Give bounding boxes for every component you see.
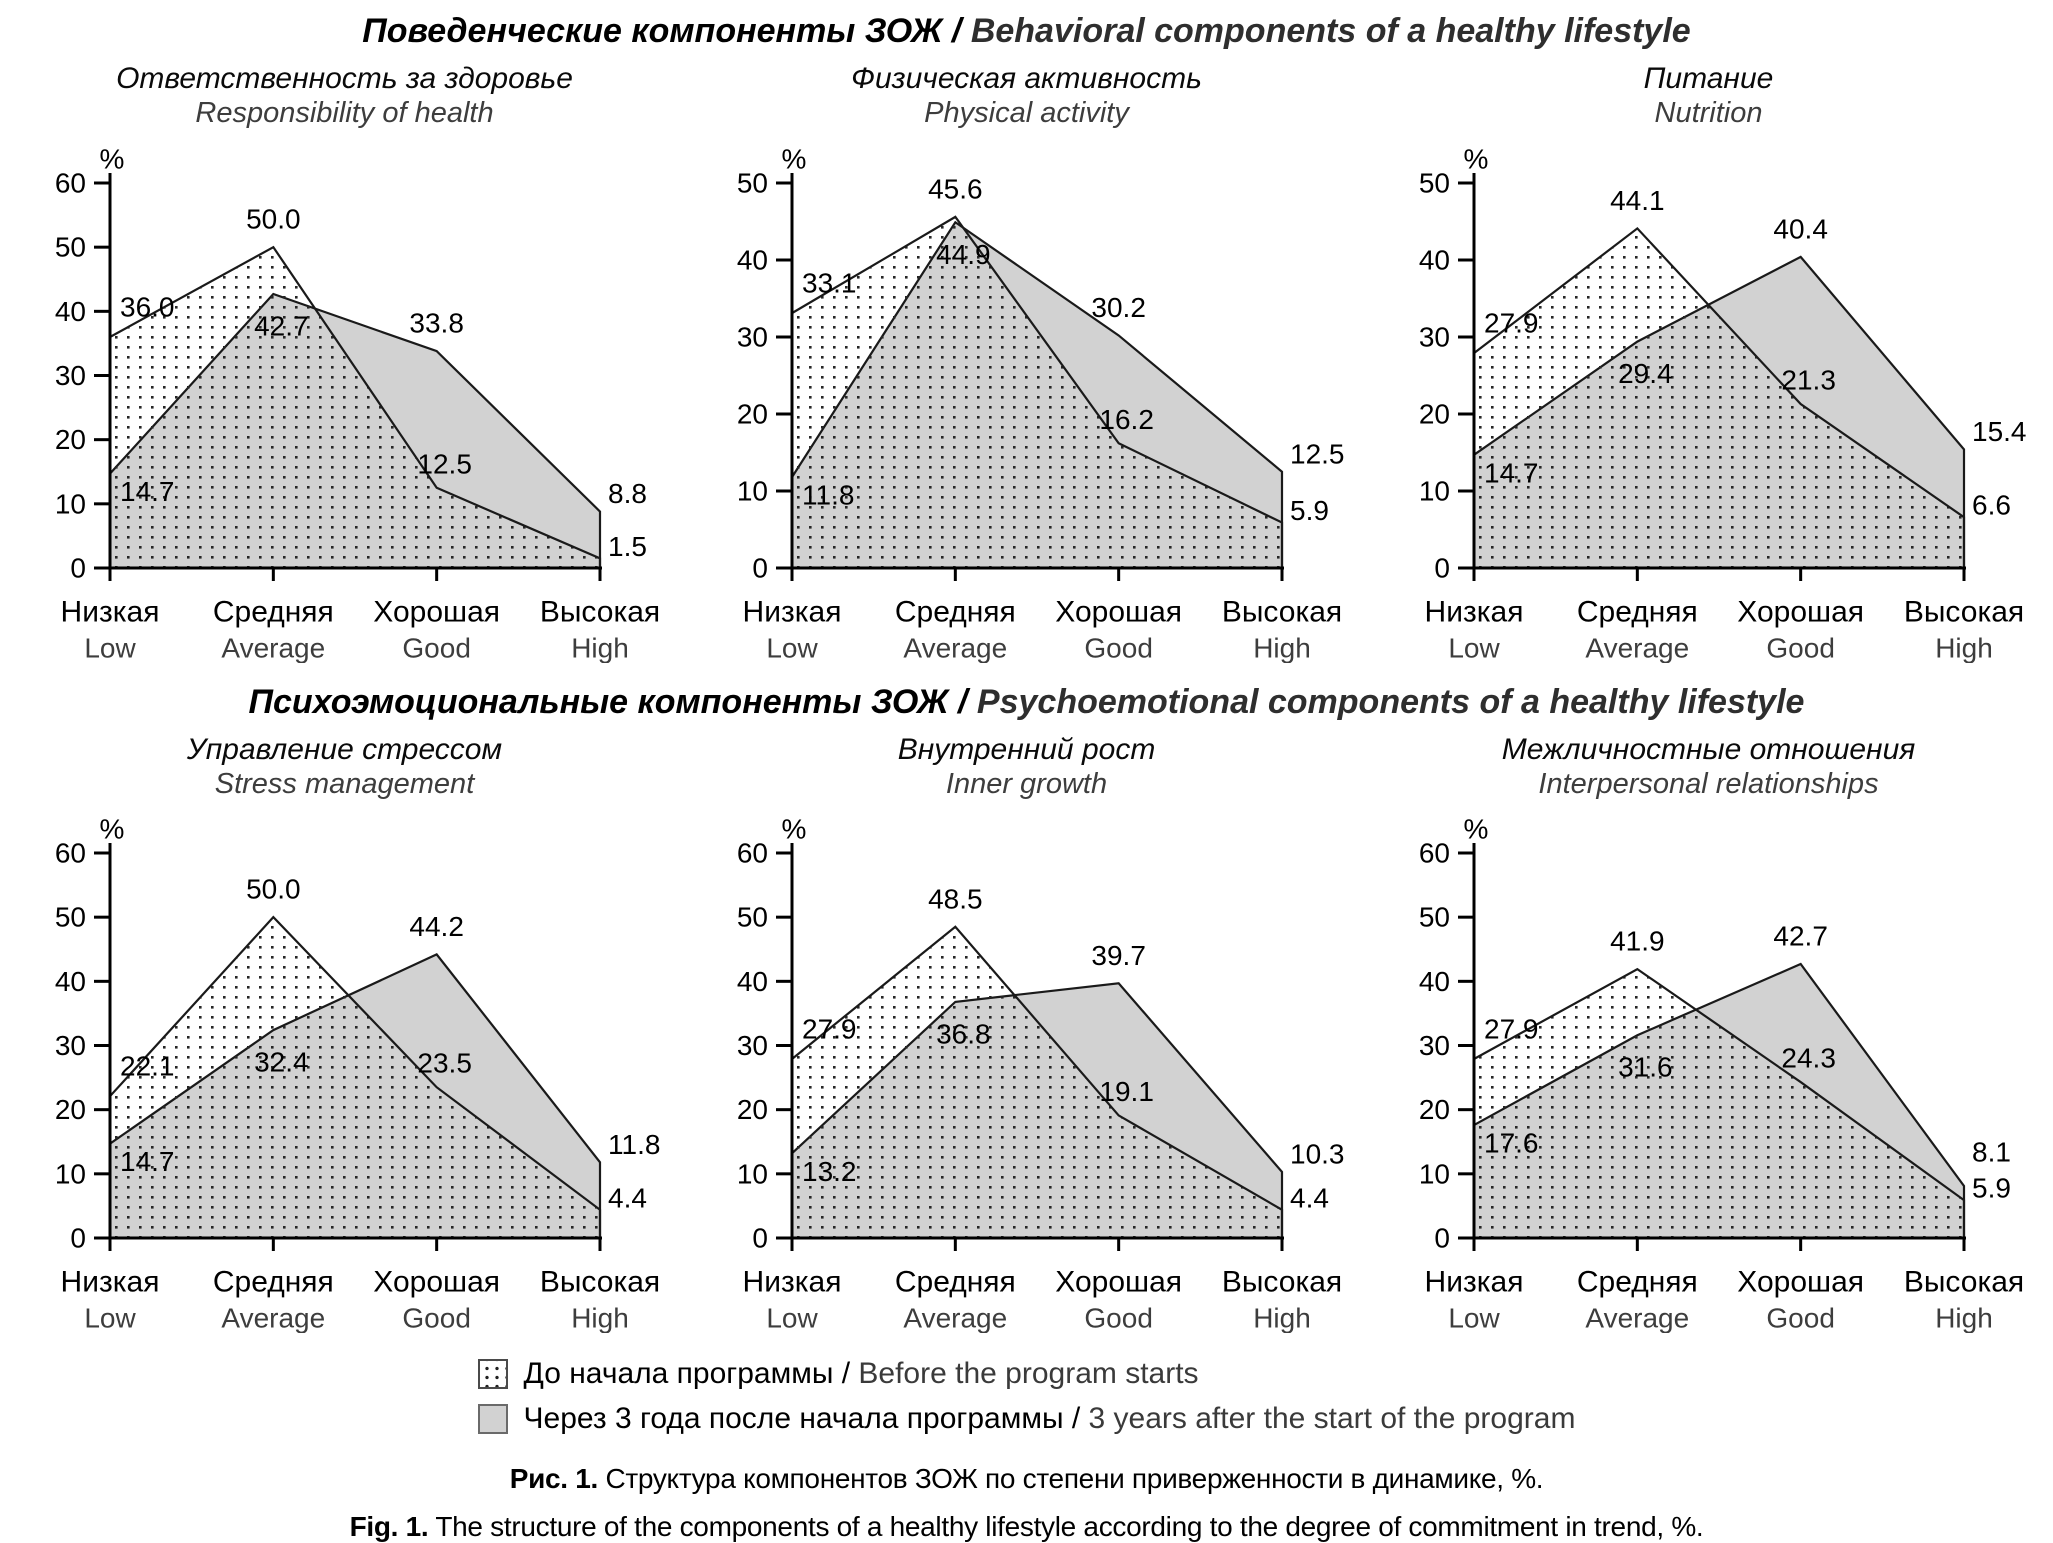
caption-en-text: The structure of the components of a healthy lifestyle according to the degree of commitment in trend, %.: [435, 1511, 1704, 1543]
y-tick-label: 50: [736, 167, 768, 199]
value-label: 4.4: [607, 1182, 647, 1214]
y-tick-label: 40: [1418, 244, 1450, 276]
value-label: 32.4: [253, 1047, 309, 1079]
y-tick-label: 60: [1418, 837, 1450, 869]
title-separator: /: [942, 12, 971, 50]
value-label: 23.5: [416, 1048, 472, 1080]
category-label-en: Low: [765, 632, 818, 663]
y-tick-label: 20: [54, 1094, 86, 1126]
category-label-ru: Высокая: [539, 595, 660, 629]
y-axis-unit-label: %: [1463, 143, 1488, 175]
category-label-en: Average: [220, 632, 325, 663]
y-tick-label: 50: [1418, 167, 1450, 199]
legend-swatch-gray: [478, 1404, 508, 1434]
legend-separator: /: [1063, 1402, 1089, 1436]
y-tick-label: 20: [1418, 1094, 1450, 1126]
category-label-en: Low: [765, 1302, 818, 1334]
category-label-ru: Низкая: [60, 1265, 159, 1299]
section-behavioral: [0, 12, 2053, 663]
legend-separator: /: [833, 1357, 859, 1391]
value-label: 19.1: [1098, 1076, 1154, 1108]
legend-item-before: [478, 1357, 1576, 1390]
value-label: 41.9: [1609, 926, 1665, 958]
category-label-ru: Высокая: [1221, 1265, 1342, 1299]
section-title-psychoemotional: [0, 683, 2053, 722]
y-tick-label: 0: [751, 552, 768, 584]
chart-title-ru: Внутренний рост: [897, 732, 1156, 766]
y-axis-unit-label: %: [781, 813, 806, 845]
y-tick-label: 40: [54, 966, 86, 998]
y-tick-label: 0: [69, 552, 86, 584]
chart-title-ru: Управление стрессом: [186, 732, 503, 766]
value-label: 16.2: [1098, 403, 1154, 435]
legend-label-en: 3 years after the start of the program: [1088, 1402, 1576, 1436]
category-label-en: High: [1934, 632, 1993, 663]
caption-ru-text: Структура компонентов ЗОЖ по степени приверженности в динамике, %.: [605, 1463, 1544, 1495]
value-label: 12.5: [416, 447, 472, 479]
y-tick-label: 30: [1418, 1030, 1450, 1062]
category-label-ru: Низкая: [1424, 595, 1523, 629]
value-label: 10.3: [1289, 1138, 1344, 1170]
y-tick-label: 0: [751, 1222, 768, 1254]
category-label-en: Average: [1584, 1302, 1689, 1334]
y-axis-unit-label: %: [99, 813, 124, 845]
section-title-en: Behavioral components of a healthy lifestyle: [970, 12, 1691, 50]
value-label: 44.2: [408, 911, 464, 943]
area-chart-svg: [15, 803, 675, 1333]
y-tick-label: 0: [69, 1222, 86, 1254]
value-label: 5.9: [1971, 1173, 2011, 1205]
title-separator: /: [948, 682, 977, 721]
legend: [478, 1357, 1576, 1435]
y-tick-label: 30: [54, 1030, 86, 1062]
area-chart-svg: [1379, 803, 2039, 1333]
value-label: 42.7: [1772, 920, 1828, 952]
y-tick-label: 50: [54, 231, 86, 263]
category-label-ru: Хорошая: [1736, 1265, 1864, 1299]
legend-label: [524, 1402, 1576, 1435]
value-label: 13.2: [801, 1156, 856, 1188]
value-label: 45.6: [927, 173, 983, 205]
chart-cell: [697, 61, 1357, 663]
value-label: 30.2: [1090, 291, 1146, 323]
value-label: 15.4: [1971, 415, 2026, 447]
category-label-ru: Хорошая: [1054, 595, 1182, 629]
value-label: 5.9: [1289, 494, 1329, 526]
y-tick-label: 10: [1418, 475, 1450, 507]
category-label-ru: Низкая: [60, 595, 159, 629]
value-label: 6.6: [1971, 489, 2011, 521]
category-label-en: Low: [83, 1302, 136, 1334]
category-label-en: Average: [220, 1302, 325, 1334]
value-label: 33.8: [408, 307, 464, 339]
y-tick-label: 40: [736, 966, 768, 998]
chart-title: [1379, 61, 2039, 131]
category-label-en: Good: [401, 632, 471, 663]
category-label-ru: Хорошая: [372, 1265, 500, 1299]
legend-label-ru: Через 3 года после начала программы: [523, 1402, 1064, 1436]
y-tick-label: 40: [1418, 966, 1450, 998]
section-title-ru: Психоэмоциональные компоненты ЗОЖ: [248, 682, 949, 721]
value-label: 31.6: [1617, 1052, 1673, 1084]
legend-item-after: [478, 1402, 1576, 1435]
category-label-ru: Хорошая: [1054, 1265, 1182, 1299]
category-label-ru: Средняя: [212, 1265, 334, 1299]
y-tick-label: 20: [1418, 398, 1450, 430]
chart-title-ru: Ответственность за здоровье: [116, 62, 573, 96]
y-tick-label: 30: [736, 321, 768, 353]
y-tick-label: 0: [1433, 1222, 1450, 1254]
y-tick-label: 50: [1418, 902, 1450, 934]
section-psychoemotional: [0, 683, 2053, 1334]
legend-label-en: Before the program starts: [858, 1357, 1199, 1391]
chart-title-en: Physical activity: [924, 97, 1129, 130]
caption-en: [0, 1511, 2053, 1543]
y-tick-label: 10: [54, 1158, 86, 1190]
y-tick-label: 50: [54, 902, 86, 934]
area-chart-svg: [15, 133, 675, 663]
category-label-en: Low: [1447, 1302, 1500, 1334]
category-label-ru: Низкая: [742, 1265, 841, 1299]
category-label-en: Average: [902, 1302, 1007, 1334]
value-label: 42.7: [253, 310, 309, 342]
category-label-ru: Высокая: [539, 1265, 660, 1299]
chart-cell: [697, 732, 1357, 1334]
category-label-ru: Высокая: [1903, 1265, 2024, 1299]
value-label: 4.4: [1289, 1182, 1329, 1214]
legend-label: [524, 1357, 1199, 1390]
value-label: 48.5: [927, 883, 983, 915]
chart-cell: [15, 732, 675, 1334]
y-tick-label: 10: [736, 1158, 768, 1190]
y-tick-label: 30: [736, 1030, 768, 1062]
value-label: 44.9: [935, 238, 991, 270]
y-tick-label: 10: [1418, 1158, 1450, 1190]
value-label: 36.8: [935, 1018, 991, 1050]
chart-title-en: Stress management: [214, 768, 475, 801]
category-label-en: Average: [1584, 632, 1689, 663]
category-label-ru: Низкая: [1424, 1265, 1523, 1299]
y-tick-label: 20: [736, 398, 768, 430]
chart-cell: [1379, 61, 2039, 663]
value-label: 21.3: [1780, 364, 1836, 396]
category-label-en: High: [1252, 1302, 1311, 1334]
y-axis-unit-label: %: [99, 143, 124, 175]
chart-cell: [15, 61, 675, 663]
y-tick-label: 20: [736, 1094, 768, 1126]
chart-title: [1379, 732, 2039, 802]
legend-swatch-dotted: [478, 1359, 508, 1389]
area-before: [792, 217, 1282, 568]
y-tick-label: 60: [54, 837, 86, 869]
category-label-ru: Низкая: [742, 595, 841, 629]
chart-title-en: Interpersonal relationships: [1538, 768, 1879, 801]
chart-title: [15, 61, 675, 131]
value-label: 27.9: [1483, 1013, 1538, 1045]
category-label-ru: Высокая: [1221, 595, 1342, 629]
y-tick-label: 30: [54, 359, 86, 391]
caption-ru-label: Рис. 1.: [509, 1463, 598, 1495]
caption-en-label: Fig. 1.: [349, 1511, 429, 1543]
chart-title-ru: Физическая активность: [851, 62, 1202, 96]
area-chart-svg: [697, 803, 1357, 1333]
category-label-en: Good: [401, 1302, 471, 1334]
value-label: 27.9: [801, 1013, 856, 1045]
chart-title-ru: Питание: [1643, 62, 1774, 96]
value-label: 29.4: [1617, 357, 1673, 389]
section-title-behavioral: [0, 12, 2053, 51]
category-label-ru: Хорошая: [372, 595, 500, 629]
value-label: 39.7: [1090, 940, 1146, 972]
value-label: 8.1: [1971, 1137, 2011, 1169]
category-label-ru: Высокая: [1903, 595, 2024, 629]
category-label-ru: Средняя: [894, 595, 1016, 629]
y-tick-label: 10: [54, 488, 86, 520]
y-tick-label: 30: [1418, 321, 1450, 353]
value-label: 17.6: [1483, 1127, 1538, 1159]
chart-title-ru: Межличностные отношения: [1501, 732, 1916, 766]
y-tick-label: 10: [736, 475, 768, 507]
value-label: 50.0: [245, 203, 301, 235]
category-label-en: Low: [83, 632, 136, 663]
value-label: 12.5: [1289, 437, 1344, 469]
legend-label-ru: До начала программы: [523, 1357, 834, 1391]
y-tick-label: 40: [736, 244, 768, 276]
value-label: 8.8: [607, 477, 647, 509]
chart-title-en: Nutrition: [1654, 97, 1763, 130]
chart-title: [15, 732, 675, 802]
category-label-en: High: [1934, 1302, 1993, 1334]
value-label: 22.1: [119, 1051, 174, 1083]
caption-ru: [0, 1463, 2053, 1495]
category-label-en: High: [570, 632, 629, 663]
category-label-ru: Хорошая: [1736, 595, 1864, 629]
y-tick-label: 40: [54, 295, 86, 327]
area-chart-svg: [697, 133, 1357, 663]
chart-title: [697, 61, 1357, 131]
value-label: 24.3: [1780, 1042, 1836, 1074]
category-label-en: Low: [1447, 632, 1500, 663]
value-label: 14.7: [1483, 457, 1538, 489]
chart-title-en: Inner growth: [945, 768, 1108, 801]
chart-row-psychoemotional: [0, 732, 2053, 1334]
value-label: 11.8: [607, 1129, 660, 1161]
chart-title-en: Responsibility of health: [195, 97, 494, 130]
y-tick-label: 60: [54, 167, 86, 199]
figure-captions: [0, 1463, 2053, 1543]
y-tick-label: 20: [54, 423, 86, 455]
y-axis-unit-label: %: [1463, 813, 1488, 845]
value-label: 11.8: [801, 479, 854, 511]
category-label-en: Good: [1765, 1302, 1835, 1334]
category-label-en: High: [570, 1302, 629, 1334]
value-label: 27.9: [1483, 307, 1538, 339]
y-axis-unit-label: %: [781, 143, 806, 175]
category-label-en: Good: [1083, 632, 1153, 663]
y-tick-label: 50: [736, 902, 768, 934]
y-tick-label: 60: [736, 837, 768, 869]
category-label-en: High: [1252, 632, 1311, 663]
category-label-en: Good: [1083, 1302, 1153, 1334]
value-label: 44.1: [1609, 184, 1665, 216]
area-chart-svg: [1379, 133, 2039, 663]
value-label: 14.7: [119, 475, 174, 507]
category-label-ru: Средняя: [212, 595, 334, 629]
section-title-en: Psychoemotional components of a healthy lifestyle: [976, 682, 1805, 721]
category-label-en: Good: [1765, 632, 1835, 663]
chart-cell: [1379, 732, 2039, 1334]
chart-row-behavioral: [0, 61, 2053, 663]
category-label-ru: Средняя: [1576, 1265, 1698, 1299]
category-label-en: Average: [902, 632, 1007, 663]
category-label-ru: Средняя: [1576, 595, 1698, 629]
y-tick-label: 0: [1433, 552, 1450, 584]
value-label: 1.5: [607, 530, 647, 562]
value-label: 50.0: [245, 874, 301, 906]
value-label: 33.1: [801, 267, 856, 299]
value-label: 40.4: [1772, 213, 1828, 245]
area-before: [792, 927, 1282, 1238]
chart-title: [697, 732, 1357, 802]
category-label-ru: Средняя: [894, 1265, 1016, 1299]
section-title-ru: Поведенческие компоненты ЗОЖ: [362, 12, 943, 50]
value-label: 36.0: [119, 291, 174, 323]
value-label: 14.7: [119, 1146, 174, 1178]
